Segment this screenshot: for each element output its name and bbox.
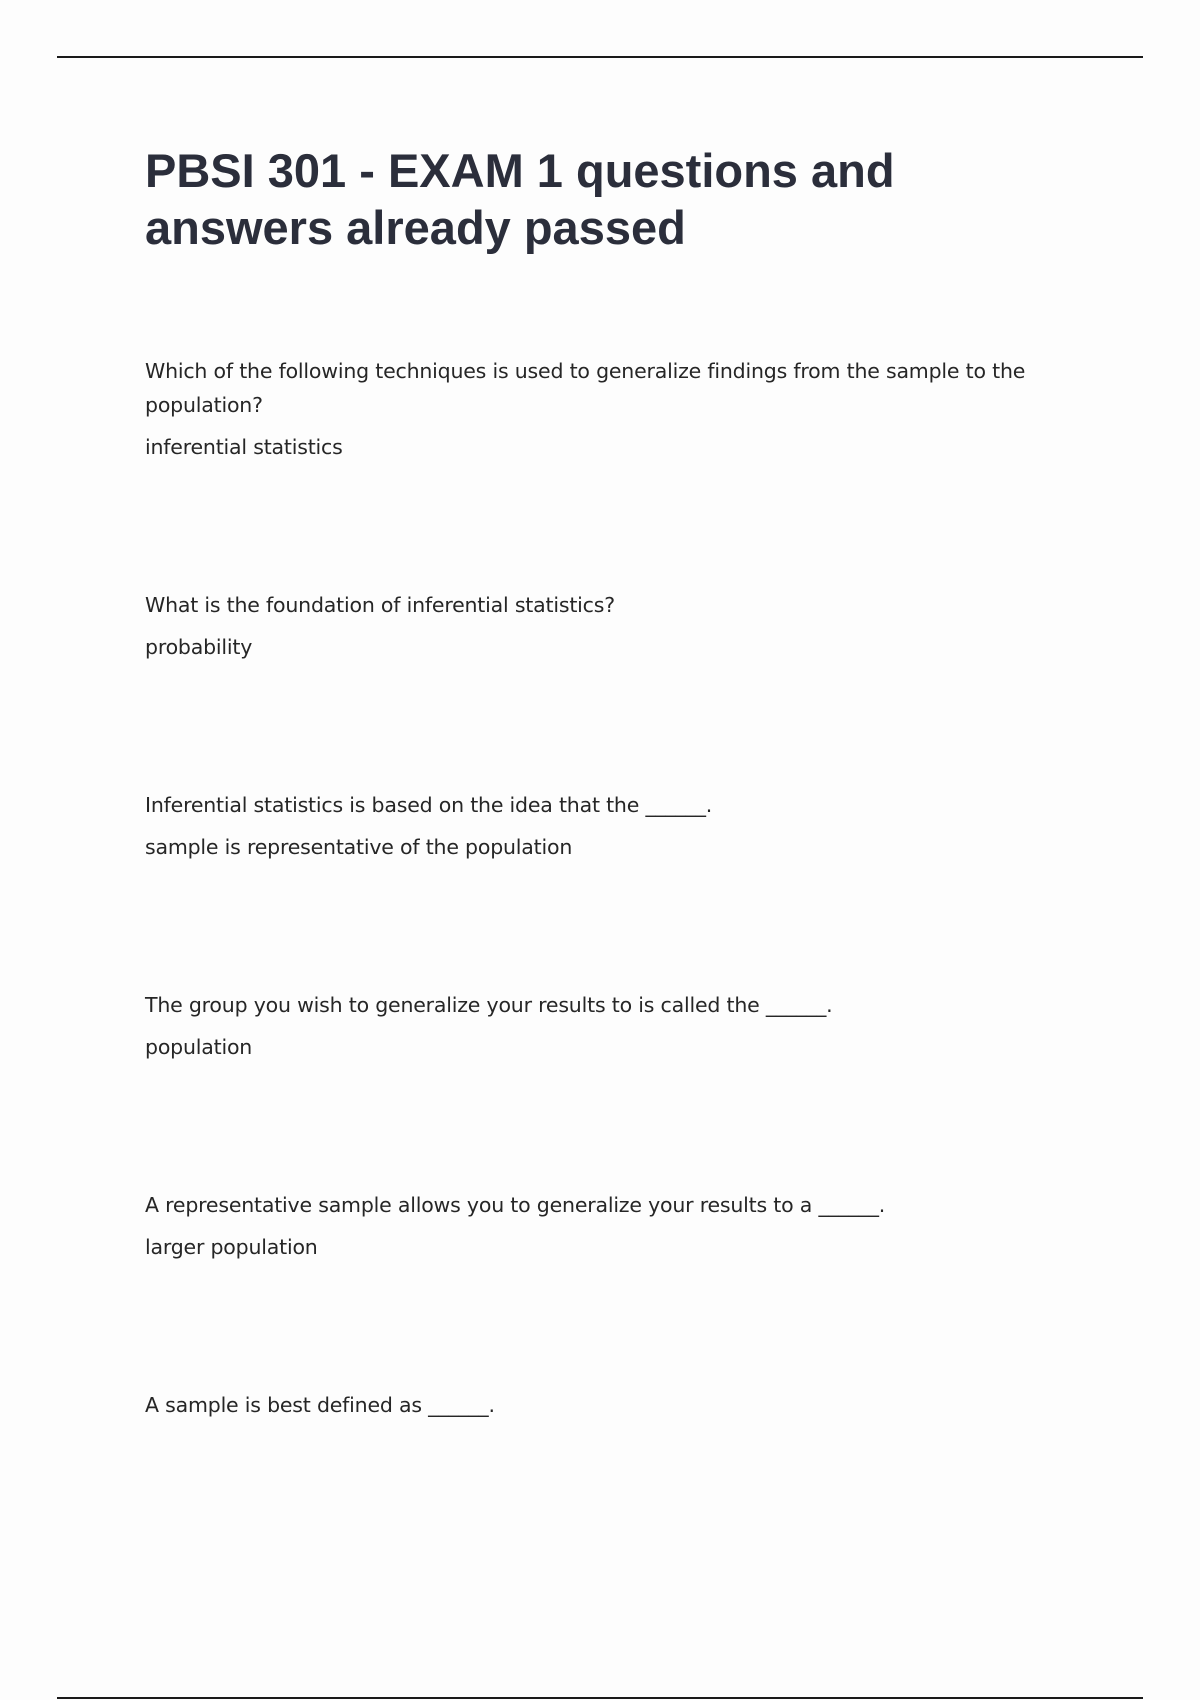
bottom-divider <box>57 1697 1143 1699</box>
qa-item <box>145 354 1045 588</box>
answer-text: probability <box>145 635 253 659</box>
question-text: The group you wish to generalize your results to is called the ______. <box>145 993 833 1017</box>
question-text: Inferential statistics is based on the idea that the ______. <box>145 793 713 817</box>
document-title: PBSI 301 - EXAM 1 questions and answers already passed <box>145 144 895 254</box>
question-text: A sample is best defined as ______. <box>145 1393 495 1417</box>
qa-list <box>145 354 1045 1588</box>
qa-item <box>145 1388 1045 1588</box>
answer-text: larger population <box>145 1235 318 1259</box>
question-text: Which of the following techniques is used to generalize findings from the sample to the population? <box>145 359 1026 417</box>
qa-item <box>145 588 1045 788</box>
qa-item <box>145 1188 1045 1388</box>
question-text: A representative sample allows you to generalize your results to a ______. <box>145 1193 886 1217</box>
qa-item <box>145 988 1045 1188</box>
answer-text: inferential statistics <box>145 435 343 459</box>
answer-text: population <box>145 1035 253 1059</box>
top-divider <box>57 56 1143 58</box>
question-text: What is the foundation of inferential statistics? <box>145 593 615 617</box>
answer-text: sample is representative of the population <box>145 835 573 859</box>
qa-item <box>145 788 1045 988</box>
